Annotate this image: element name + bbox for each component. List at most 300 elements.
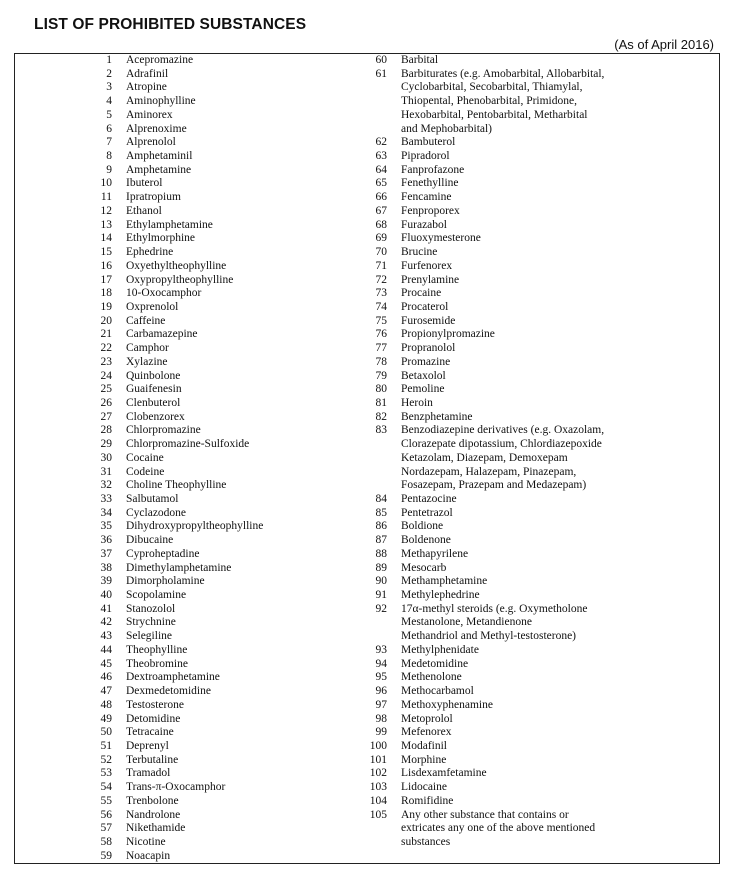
- substance-entry: [60, 328, 263, 342]
- substance-name: Brucine: [401, 246, 438, 259]
- substance-name: Methylephedrine: [401, 589, 480, 602]
- substance-number: 86: [375, 520, 387, 533]
- substance-entry: [60, 781, 263, 795]
- substance-name: Barbiturates (e.g. Amobarbital, Allobarbital,: [401, 67, 605, 80]
- substance-number: 89: [375, 561, 387, 574]
- substance-entry: [335, 644, 604, 658]
- substance-number: 82: [375, 410, 387, 423]
- substance-entry: [60, 109, 263, 123]
- substance-name: Cyclazodone: [126, 506, 187, 519]
- substance-entry: [60, 232, 263, 246]
- substance-number: 5: [106, 108, 112, 121]
- substance-name: Xylazine: [126, 355, 168, 368]
- substance-name: Metoprolol: [401, 712, 453, 725]
- substance-name: Boldenone: [401, 534, 451, 547]
- substance-number: 102: [369, 767, 387, 780]
- substance-number: 79: [375, 369, 387, 382]
- substance-entry: [335, 411, 604, 425]
- substance-name: Nikethamide: [126, 822, 186, 835]
- substance-name: Strychnine: [126, 616, 176, 629]
- substance-name: Alprenolol: [126, 136, 176, 149]
- substance-number: 69: [375, 232, 387, 245]
- substance-name: Alprenoxime: [126, 122, 187, 135]
- substance-number: [335, 109, 387, 123]
- substance-entry: [335, 507, 604, 521]
- substance-number: 50: [100, 726, 112, 739]
- substance-entry: [335, 822, 604, 836]
- substance-number: 81: [375, 396, 387, 409]
- substance-name: Adrafinil: [126, 67, 169, 80]
- substance-entry: [335, 699, 604, 713]
- substance-number: 12: [100, 204, 112, 217]
- substance-number: 103: [369, 781, 387, 794]
- substance-entry: [335, 603, 604, 617]
- substance-entry: [60, 767, 263, 781]
- substance-name: substances: [401, 835, 451, 848]
- substance-entry: [335, 68, 604, 82]
- substance-entry: [60, 836, 263, 850]
- substance-entry: [335, 452, 604, 466]
- substance-name: Aminophylline: [126, 95, 196, 108]
- substance-entry: [335, 328, 604, 342]
- substance-name: Fenproporex: [401, 204, 460, 217]
- substance-entry: [60, 520, 263, 534]
- substance-name: Cocaine: [126, 451, 164, 464]
- substance-number: 77: [375, 342, 387, 355]
- substance-entry: [335, 424, 604, 438]
- substance-name: Carbamazepine: [126, 328, 198, 341]
- substance-entry: [335, 575, 604, 589]
- substance-number: 68: [375, 218, 387, 231]
- substance-number: 36: [100, 534, 112, 547]
- substance-name: Procaine: [401, 287, 442, 300]
- substance-number: 44: [100, 643, 112, 656]
- substance-name: Medetomidine: [401, 657, 469, 670]
- substance-entry: [60, 589, 263, 603]
- substance-entry: [335, 466, 604, 480]
- substance-name: Propionylpromazine: [401, 328, 495, 341]
- substance-name: Acepromazine: [126, 54, 194, 66]
- substance-entry: [60, 548, 263, 562]
- substance-number: 30: [100, 451, 112, 464]
- substance-number: 24: [100, 369, 112, 382]
- substance-name: Fluoxymesterone: [401, 232, 481, 245]
- substance-entry: [335, 630, 604, 644]
- substance-entry: [335, 520, 604, 534]
- substance-entry: [335, 123, 604, 137]
- substance-entry: [60, 562, 263, 576]
- substance-entry: [335, 191, 604, 205]
- substance-name: Modafinil: [401, 739, 447, 752]
- substance-entry: [60, 342, 263, 356]
- substance-entry: [335, 809, 604, 823]
- substance-number: 87: [375, 534, 387, 547]
- substance-name: Nordazepam, Halazepam, Pinazepam,: [401, 465, 577, 478]
- substance-name: Dibucaine: [126, 534, 174, 547]
- substance-name: Procaterol: [401, 300, 449, 313]
- substance-name: Pemoline: [401, 383, 445, 396]
- substance-name: Benzodiazepine derivatives (e.g. Oxazolam,: [401, 424, 605, 437]
- substance-name: Pipradorol: [401, 150, 450, 163]
- substance-number: 35: [100, 520, 112, 533]
- substance-name: Lidocaine: [401, 781, 447, 794]
- substance-name: Hexobarbital, Pentobarbital, Metharbital: [401, 108, 588, 121]
- substance-name: Bambuterol: [401, 136, 456, 149]
- substance-entry: [60, 411, 263, 425]
- substance-number: 67: [375, 204, 387, 217]
- substance-entry: [60, 466, 263, 480]
- substance-number: 23: [100, 355, 112, 368]
- substance-number: 15: [100, 246, 112, 259]
- substance-name: Trans-π-Oxocamphor: [126, 781, 226, 794]
- substance-number: 72: [375, 273, 387, 286]
- substance-number: 99: [375, 726, 387, 739]
- substance-number: 17: [100, 273, 112, 286]
- substance-number: 104: [369, 794, 387, 807]
- substance-name: Propranolol: [401, 342, 456, 355]
- substance-entry: [335, 81, 604, 95]
- substance-entry: [335, 177, 604, 191]
- substance-number: 64: [375, 163, 387, 176]
- substance-entry: [335, 534, 604, 548]
- substance-name: Testosterone: [126, 698, 184, 711]
- substance-number: 101: [369, 753, 387, 766]
- substance-entry: [335, 397, 604, 411]
- substance-name: Benzphetamine: [401, 410, 473, 423]
- substance-number: 51: [100, 739, 112, 752]
- substance-number: 96: [375, 685, 387, 698]
- substance-number: 73: [375, 287, 387, 300]
- substance-entry: [60, 260, 263, 274]
- substance-entry: [60, 534, 263, 548]
- substance-entry: [335, 150, 604, 164]
- substance-number: 9: [106, 163, 112, 176]
- substance-entry: [60, 575, 263, 589]
- substance-number: 65: [375, 177, 387, 190]
- substances-column-right: [335, 54, 604, 850]
- substance-number: 95: [375, 671, 387, 684]
- substance-number: 70: [375, 246, 387, 259]
- substance-entry: [335, 342, 604, 356]
- substance-name: Cyclobarbital, Secobarbital, Thiamylal,: [401, 81, 583, 94]
- substance-number: 7: [106, 136, 112, 149]
- substance-entry: [60, 219, 263, 233]
- substance-number: 55: [100, 794, 112, 807]
- substance-entry: [60, 795, 263, 809]
- substance-entry: [60, 754, 263, 768]
- substance-number: [335, 123, 387, 137]
- substance-entry: [335, 274, 604, 288]
- substance-entry: [335, 616, 604, 630]
- substance-name: Methapyrilene: [401, 547, 469, 560]
- substance-number: 80: [375, 383, 387, 396]
- substance-number: 10: [100, 177, 112, 190]
- substance-entry: [60, 603, 263, 617]
- substance-entry: [60, 287, 263, 301]
- substance-entry: [60, 630, 263, 644]
- substance-name: Tramadol: [126, 767, 171, 780]
- substance-entry: [335, 164, 604, 178]
- substance-entry: [335, 671, 604, 685]
- substance-name: Aminorex: [126, 108, 173, 121]
- substance-number: [335, 822, 387, 836]
- substance-name: Pentetrazol: [401, 506, 453, 519]
- substance-entry: [335, 713, 604, 727]
- substance-number: 63: [375, 150, 387, 163]
- substance-name: Quinbolone: [126, 369, 181, 382]
- substance-number: 38: [100, 561, 112, 574]
- substance-name: Pentazocine: [401, 493, 457, 505]
- substance-number: 91: [375, 589, 387, 602]
- substance-name: Ephedrine: [126, 246, 174, 259]
- substance-number: 66: [375, 191, 387, 204]
- substance-name: Any other substance that contains or: [401, 808, 569, 821]
- substance-entry: [60, 136, 263, 150]
- substance-number: 31: [100, 465, 112, 478]
- substance-number: 76: [375, 328, 387, 341]
- substance-name: Methoxyphenamine: [401, 698, 493, 711]
- substance-entry: [335, 301, 604, 315]
- substance-entry: [60, 68, 263, 82]
- substance-name: Promazine: [401, 355, 451, 368]
- substance-name: Furosemide: [401, 314, 456, 327]
- substance-name: Romifidine: [401, 794, 454, 807]
- substance-name: Guaifenesin: [126, 383, 182, 396]
- substance-number: [335, 466, 387, 480]
- substance-number: 56: [100, 808, 112, 821]
- substance-entry: [335, 589, 604, 603]
- substance-name: Atropine: [126, 81, 167, 94]
- substance-entry: [60, 699, 263, 713]
- substance-entry: [60, 822, 263, 836]
- substance-number: 58: [100, 835, 112, 848]
- substance-number: 28: [100, 424, 112, 437]
- substance-entry: [335, 219, 604, 233]
- substance-name: Betaxolol: [401, 369, 446, 382]
- substance-number: 74: [375, 300, 387, 313]
- substance-name: Stanozolol: [126, 602, 176, 615]
- substance-name: Clorazepate dipotassium, Chlordiazepoxide: [401, 438, 602, 451]
- substance-number: 46: [100, 671, 112, 684]
- substance-name: Ethylmorphine: [126, 232, 195, 245]
- substance-name: Fenethylline: [401, 177, 459, 190]
- document-title: LIST OF PROHIBITED SUBSTANCES: [34, 16, 307, 33]
- substance-entry: [60, 671, 263, 685]
- substance-entry: [335, 370, 604, 384]
- substance-entry: [60, 164, 263, 178]
- substance-entry: [335, 836, 604, 850]
- substance-number: 45: [100, 657, 112, 670]
- substance-name: Amphetamine: [126, 163, 192, 176]
- substance-number: [335, 616, 387, 630]
- substance-name: Oxyethyltheophylline: [126, 259, 227, 272]
- substance-name: Methenolone: [401, 671, 462, 684]
- substance-entry: [335, 383, 604, 397]
- substance-name: Fanprofazone: [401, 163, 465, 176]
- substance-name: Ibuterol: [126, 177, 163, 190]
- substance-name: Nandrolone: [126, 808, 181, 821]
- substance-entry: [60, 274, 263, 288]
- substance-number: 14: [100, 232, 112, 245]
- substance-number: 98: [375, 712, 387, 725]
- substance-number: 100: [369, 739, 387, 752]
- substance-number: 22: [100, 342, 112, 355]
- substance-number: 47: [100, 685, 112, 698]
- substance-number: 39: [100, 575, 112, 588]
- substance-number: 105: [369, 808, 387, 821]
- substance-number: 41: [100, 602, 112, 615]
- substance-name: Noacapin: [126, 849, 171, 862]
- substance-entry: [335, 658, 604, 672]
- substance-name: Oxypropyltheophylline: [126, 273, 234, 286]
- substance-number: 71: [375, 259, 387, 272]
- substance-number: 85: [375, 506, 387, 519]
- substance-name: Methamphetamine: [401, 575, 488, 588]
- substance-number: 88: [375, 547, 387, 560]
- substance-number: 61: [375, 67, 387, 80]
- substance-name: Ethanol: [126, 204, 162, 217]
- substance-entry: [335, 356, 604, 370]
- substance-number: 19: [100, 300, 112, 313]
- substance-name: Fosazepam, Prazepam and Medazepam): [401, 479, 587, 492]
- substance-entry: [60, 809, 263, 823]
- substance-name: Camphor: [126, 342, 169, 355]
- substance-number: 54: [100, 781, 112, 794]
- substance-name: Chlorpromazine: [126, 424, 201, 437]
- substance-number: 8: [106, 150, 112, 163]
- substance-name: Morphine: [401, 753, 447, 766]
- substance-entry: [335, 260, 604, 274]
- substance-number: 20: [100, 314, 112, 327]
- substance-entry: [335, 54, 604, 68]
- substance-entry: [60, 370, 263, 384]
- substance-number: 18: [100, 287, 112, 300]
- substance-entry: [335, 95, 604, 109]
- substance-name: and Mephobarbital): [401, 122, 493, 135]
- substance-name: extricates any one of the above mentioned: [401, 822, 596, 835]
- substance-name: Mefenorex: [401, 726, 452, 739]
- substance-name: Clobenzorex: [126, 410, 185, 423]
- substance-entry: [60, 95, 263, 109]
- substance-entry: [335, 493, 604, 507]
- substance-number: [335, 81, 387, 95]
- substance-name: Salbutamol: [126, 493, 179, 505]
- substance-entry: [60, 191, 263, 205]
- substance-name: Furfenorex: [401, 259, 453, 272]
- substance-name: Tetracaine: [126, 726, 174, 739]
- substance-entry: [335, 548, 604, 562]
- substance-name: Methylphenidate: [401, 643, 479, 656]
- substance-name: 10-Oxocamphor: [126, 287, 202, 300]
- substance-name: Selegiline: [126, 630, 172, 643]
- substance-entry: [60, 507, 263, 521]
- substance-name: Clenbuterol: [126, 396, 181, 409]
- as-of-date: (As of April 2016): [614, 37, 714, 52]
- substance-name: Fencamine: [401, 191, 452, 204]
- substance-number: 60: [375, 54, 387, 66]
- substance-name: Furazabol: [401, 218, 447, 231]
- substance-number: 48: [100, 698, 112, 711]
- substance-entry: [60, 479, 263, 493]
- substance-entry: [335, 479, 604, 493]
- substance-name: Mesocarb: [401, 561, 447, 574]
- substance-name: Dextroamphetamine: [126, 671, 220, 684]
- substance-number: 52: [100, 753, 112, 766]
- substance-name: Dimethylamphetamine: [126, 561, 232, 574]
- substance-number: 33: [100, 493, 112, 505]
- substance-entry: [335, 685, 604, 699]
- substance-name: Methocarbamol: [401, 685, 474, 698]
- substance-number: 40: [100, 589, 112, 602]
- substance-name: Barbital: [401, 54, 439, 66]
- substance-entry: [60, 685, 263, 699]
- substance-number: 53: [100, 767, 112, 780]
- substance-name: Caffeine: [126, 314, 166, 327]
- substance-entry: [335, 781, 604, 795]
- substance-entry: [335, 109, 604, 123]
- substance-entry: [60, 616, 263, 630]
- substance-entry: [60, 726, 263, 740]
- substance-number: 57: [100, 822, 112, 835]
- substance-entry: [335, 136, 604, 150]
- substance-entry: [335, 205, 604, 219]
- substance-number: 43: [100, 630, 112, 643]
- substance-name: Chlorpromazine-Sulfoxide: [126, 438, 250, 451]
- substance-name: Terbutaline: [126, 753, 179, 766]
- substance-number: 59: [100, 849, 112, 862]
- substance-number: 75: [375, 314, 387, 327]
- substance-name: Mestanolone, Metandienone: [401, 616, 532, 629]
- substance-name: Thiopental, Phenobarbital, Primidone,: [401, 95, 577, 108]
- substance-entry: [60, 644, 263, 658]
- substance-entry: [60, 438, 263, 452]
- substance-number: 13: [100, 218, 112, 231]
- substance-entry: [60, 424, 263, 438]
- substance-entry: [335, 438, 604, 452]
- substance-entry: [60, 493, 263, 507]
- substance-entry: [60, 81, 263, 95]
- substance-number: 37: [100, 547, 112, 560]
- substance-name: Detomidine: [126, 712, 181, 725]
- substance-number: 92: [375, 602, 387, 615]
- substance-name: Amphetaminil: [126, 150, 193, 163]
- substance-name: Dihydroxypropyltheophylline: [126, 520, 264, 533]
- substance-number: 42: [100, 616, 112, 629]
- substance-entry: [60, 246, 263, 260]
- substance-number: 11: [100, 191, 112, 204]
- substance-number: [335, 836, 387, 850]
- substance-name: Scopolamine: [126, 589, 187, 602]
- substance-entry: [60, 356, 263, 370]
- substance-number: 94: [375, 657, 387, 670]
- substance-name: Codeine: [126, 465, 165, 478]
- substance-entry: [60, 740, 263, 754]
- substance-name: Ketazolam, Diazepam, Demoxepam: [401, 451, 568, 464]
- substance-name: Lisdexamfetamine: [401, 767, 487, 780]
- substance-entry: [60, 658, 263, 672]
- substance-entry: [335, 795, 604, 809]
- substance-name: Deprenyl: [126, 739, 169, 752]
- substance-number: 93: [375, 643, 387, 656]
- substance-entry: [335, 562, 604, 576]
- substance-entry: [335, 232, 604, 246]
- substance-name: Ethylamphetamine: [126, 218, 213, 231]
- substance-entry: [335, 740, 604, 754]
- substance-name: Prenylamine: [401, 273, 460, 286]
- substance-number: 26: [100, 396, 112, 409]
- substance-number: 25: [100, 383, 112, 396]
- substance-name: Theophylline: [126, 643, 188, 656]
